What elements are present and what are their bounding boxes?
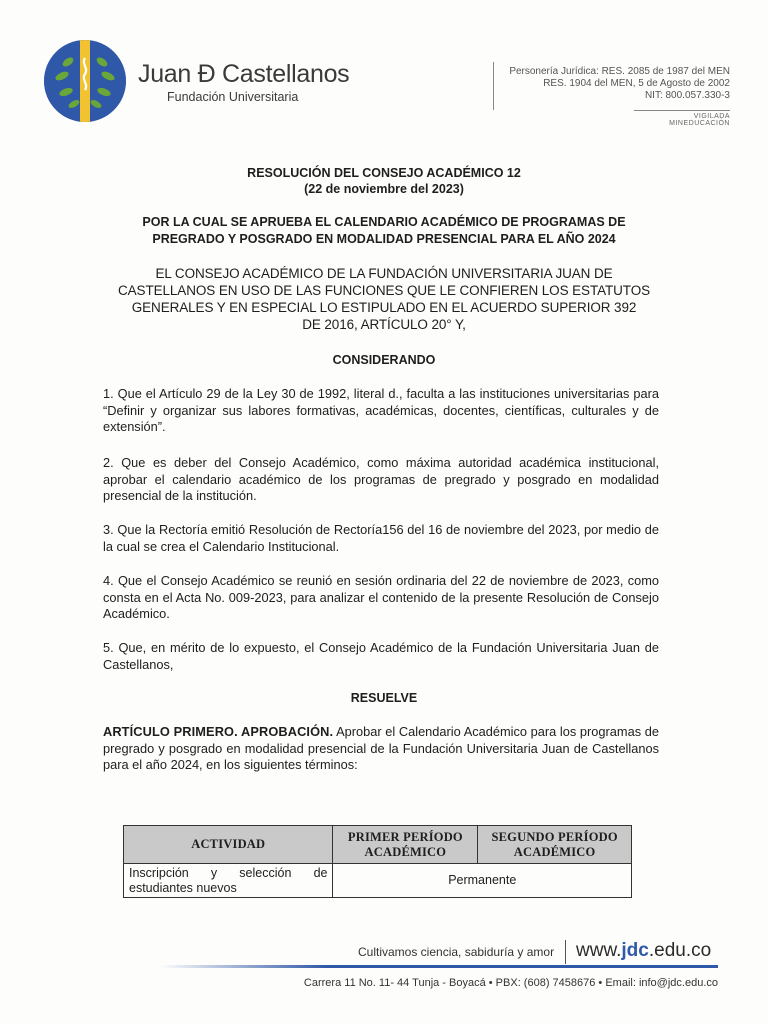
tree-logo-icon (44, 40, 126, 122)
resolution-subject-line-1: POR LA CUAL SE APRUEBA EL CALENDARIO ACADÉMICO DE PROGRAMAS DE (142, 215, 626, 229)
legal-line-2: RES. 1904 del MEN, 5 de Agosto de 2002 (543, 78, 730, 89)
article-first (103, 724, 659, 774)
resuelve-heading: RESUELVE (350, 691, 418, 705)
considerando-item-1: 1. Que el Artículo 29 de la Ley 30 de 1992, literal d., faculta a las instituciones universitarias para “Definir y organizar sus labores formativas, académicas, docentes, científicas, culturales y de extensión”. (103, 386, 659, 434)
considerando-item-3: 3. Que la Rectoría emitió Resolución de Rectoría156 del 16 de noviembre del 2023, por medio de la cual se crea el Calendario Institucional. (103, 522, 659, 554)
legal-line-nit: NIT: 800.057.330-3 (644, 90, 730, 101)
preamble-line-1: EL CONSEJO ACADÉMICO DE LA FUNDACIÓN UNIVERSITARIA JUAN DE (155, 266, 613, 281)
considerando-item-2: 2. Que es deber del Consejo Académico, como máxima autoridad académica institucional, aprobar el calendario académico de los programas de pregrado y posgrado en modalidad presencial de la institución. (103, 455, 659, 503)
header-actividad: ACTIVIDAD (124, 826, 333, 864)
legal-line-1: Personería Jurídica: RES. 2085 de 1987 del MEN (509, 66, 730, 77)
considerando-heading: CONSIDERANDO (332, 353, 436, 367)
website-prefix: www. (576, 940, 622, 961)
footer-website (576, 940, 711, 962)
table-header-row (124, 826, 632, 864)
header-primer-periodo-line-2: ACADÉMICO (364, 844, 447, 859)
article-first-heading: ARTÍCULO PRIMERO. APROBACIÓN. (103, 724, 334, 739)
resolution-date: (22 de noviembre del 2023) (304, 182, 464, 196)
university-logo (44, 40, 126, 122)
table-row (124, 864, 632, 898)
vigilada-label: VIGILADA MINEDUCACIÓN (634, 110, 730, 127)
preamble-line-4: DE 2016, ARTÍCULO 20° Y, (302, 317, 466, 332)
brand-name: Juan Đ Castellanos (138, 60, 350, 88)
considerando-item-5: 5. Que, en mérito de lo expuesto, el Consejo Académico de la Fundación Universitaria Juan de Castellanos, (103, 640, 659, 672)
footer-address: Carrera 11 No. 11- 44 Tunja - Boyacá • PBX: (608) 7458676 • Email: info@jdc.edu.co (303, 977, 718, 989)
resolution-subject-line-2: PREGRADO Y POSGRADO EN MODALIDAD PRESENCIAL PARA EL AÑO 2024 (152, 232, 616, 246)
website-suffix: .edu.co (648, 940, 712, 961)
header-primer-periodo (333, 826, 478, 864)
resolution-title (60, 165, 708, 197)
resolution-title-line-1: RESOLUCIÓN DEL CONSEJO ACADÉMICO 12 (247, 166, 521, 180)
calendar-table (123, 825, 632, 898)
footer-accent-line (160, 965, 718, 968)
header-primer-periodo-line-1: PRIMER PERÍODO (347, 829, 463, 844)
preamble-line-2: CASTELLANOS EN USO DE LAS FUNCIONES QUE LE CONFIEREN LOS ESTATUTOS (117, 283, 651, 298)
preamble (60, 265, 708, 333)
footer-slogan: Cultivamos ciencia, sabiduría y amor (358, 945, 555, 959)
preamble-line-3: GENERALES Y EN ESPECIAL LO ESTIPULADO EN EL ACUERDO SUPERIOR 392 (131, 300, 637, 315)
period-value-cell: Permanente (333, 864, 632, 898)
website-emphasis: jdc (621, 940, 649, 961)
activity-cell: Inscripción y selección de estudiantes nuevos (124, 864, 333, 898)
header-segundo-periodo-line-2: ACADÉMICO (513, 844, 596, 859)
article-first-body: Aprobar el Calendario Académico para los programas de pregrado y posgrado en modalidad presencial de la Fundación Universitaria Juan de Castellanos para el año 2024, en los siguientes términos: (103, 724, 659, 772)
resolution-subject (60, 214, 708, 248)
header-divider (493, 62, 494, 110)
header-segundo-periodo-line-1: SEGUNDO PERÍODO (491, 829, 618, 844)
brand-subtitle: Fundación Universitaria (167, 90, 299, 104)
legal-info (500, 66, 730, 102)
considerando-item-4: 4. Que el Consejo Académico se reunió en sesión ordinaria del 22 de noviembre de 2023, como consta en el Acta No. 009-2023, para analizar el contenido de la presente Resolución de Consejo Académico. (103, 573, 659, 621)
footer-divider (565, 940, 566, 964)
header-segundo-periodo (478, 826, 632, 864)
